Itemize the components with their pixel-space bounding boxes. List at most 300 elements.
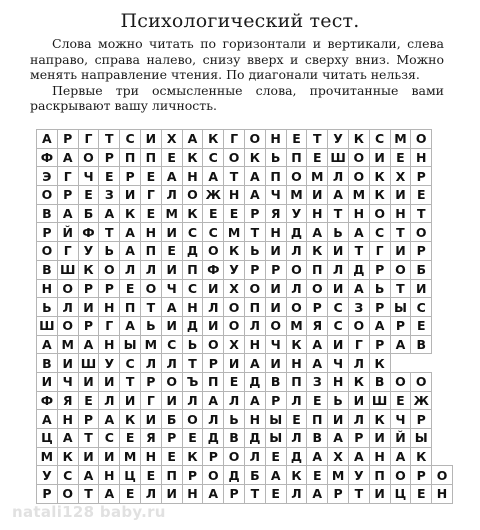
grid-cell: Т (78, 485, 99, 504)
grid-cell: Е (265, 447, 286, 466)
grid-cell: А (390, 447, 411, 466)
grid-cell: А (307, 485, 328, 504)
grid-row (37, 391, 453, 410)
grid-cell: Н (286, 354, 307, 373)
grid-cell: О (286, 298, 307, 317)
grid-cell: Э (37, 167, 58, 186)
grid-cell: А (99, 410, 120, 429)
grid-cell: А (369, 316, 390, 335)
grid-cell: Л (203, 298, 224, 317)
grid-cell: Е (390, 391, 411, 410)
grid-cell: Н (182, 167, 203, 186)
grid-cell: И (265, 298, 286, 317)
grid-cell: И (328, 242, 349, 261)
grid-row (37, 298, 453, 317)
grid-cell: О (432, 466, 453, 485)
grid-cell: Ь (99, 242, 120, 261)
grid-cell: М (286, 186, 307, 205)
grid-cell: Ь (265, 148, 286, 167)
grid-cell: К (57, 447, 78, 466)
grid-cell: Н (307, 204, 328, 223)
grid-cell: Г (348, 335, 369, 354)
grid-cell: Х (224, 279, 245, 298)
grid-cell: Ь (224, 410, 245, 429)
grid-cell: Ш (57, 260, 78, 279)
grid-row (37, 335, 453, 354)
grid-cell: М (328, 466, 349, 485)
grid-cell: С (203, 148, 224, 167)
grid-cell: Л (182, 391, 203, 410)
grid-cell: Л (161, 186, 182, 205)
grid-cell: Т (244, 485, 265, 504)
grid-cell: Н (99, 298, 120, 317)
grid-cell: Л (286, 429, 307, 448)
grid-cell: Г (224, 130, 245, 149)
grid-cell: Е (411, 316, 432, 335)
grid-cell: Н (57, 410, 78, 429)
grid-cell: К (244, 148, 265, 167)
grid-cell: Д (244, 429, 265, 448)
grid-cell: П (203, 372, 224, 391)
grid-cell: Е (307, 148, 328, 167)
grid-cell: О (390, 260, 411, 279)
grid-cell: Г (140, 391, 161, 410)
grid-cell: К (120, 410, 141, 429)
grid-cell: О (286, 167, 307, 186)
grid-cell: К (224, 242, 245, 261)
grid-cell: Е (286, 130, 307, 149)
grid-cell: Б (161, 410, 182, 429)
grid-cell: И (265, 242, 286, 261)
grid-cell: Г (57, 167, 78, 186)
grid-cell: Ч (78, 167, 99, 186)
grid-cell: Т (224, 167, 245, 186)
grid-cell: Л (286, 391, 307, 410)
grid-cell: Е (140, 466, 161, 485)
grid-cell: Р (390, 316, 411, 335)
grid-cell: Л (328, 260, 349, 279)
grid-cell: А (120, 316, 141, 335)
grid-cell: Ь (369, 279, 390, 298)
grid-cell: П (286, 372, 307, 391)
grid-cell: Ч (265, 335, 286, 354)
grid-cell: Л (244, 447, 265, 466)
grid-cell: Д (244, 372, 265, 391)
grid-cell: Е (120, 429, 141, 448)
grid-cell: А (203, 391, 224, 410)
grid-cell: И (390, 242, 411, 261)
grid-cell: Р (307, 298, 328, 317)
grid-cell: О (411, 372, 432, 391)
grid-cell: Р (328, 485, 349, 504)
grid-cell: Н (99, 335, 120, 354)
grid-cell: И (307, 186, 328, 205)
grid-cell: Р (78, 316, 99, 335)
grid-cell: Ш (369, 391, 390, 410)
grid-cell: М (348, 186, 369, 205)
grid-cell: Р (411, 167, 432, 186)
grid-cell: Е (161, 447, 182, 466)
grid-cell: О (265, 316, 286, 335)
grid-cell: А (348, 279, 369, 298)
grid-cell: П (120, 148, 141, 167)
grid-cell: В (369, 372, 390, 391)
grid-cell: Е (120, 279, 141, 298)
grid-cell: О (99, 260, 120, 279)
grid-cell: Р (78, 279, 99, 298)
grid-cell: А (328, 429, 349, 448)
grid-row (37, 485, 453, 504)
grid-cell: С (203, 223, 224, 242)
grid-cell: К (182, 204, 203, 223)
grid-cell: К (286, 335, 307, 354)
grid-cell: Ь (140, 316, 161, 335)
grid-cell: Г (369, 242, 390, 261)
grid-cell: Е (390, 148, 411, 167)
grid-cell: П (265, 167, 286, 186)
watermark: natali128 baby.ru (12, 503, 166, 521)
grid-cell: З (99, 186, 120, 205)
grid-row (37, 447, 453, 466)
grid-cell: Л (57, 298, 78, 317)
grid-cell: Е (307, 466, 328, 485)
grid-cell: Н (265, 130, 286, 149)
grid-cell: Е (182, 429, 203, 448)
grid-cell: П (307, 410, 328, 429)
grid-row (37, 223, 453, 242)
grid-cell: С (120, 354, 141, 373)
grid-cell: Е (78, 186, 99, 205)
grid-cell: Ч (390, 410, 411, 429)
grid-cell: И (57, 354, 78, 373)
grid-cell: О (203, 466, 224, 485)
grid-cell: Я (140, 429, 161, 448)
grid-cell: О (203, 335, 224, 354)
grid-cell: Г (99, 316, 120, 335)
grid-cell: Р (161, 429, 182, 448)
grid-cell: О (224, 316, 245, 335)
grid-cell: Т (307, 130, 328, 149)
grid-cell: А (78, 335, 99, 354)
grid-cell: Г (140, 186, 161, 205)
grid-cell: С (99, 429, 120, 448)
grid-cell: Р (140, 372, 161, 391)
grid-cell: К (369, 354, 390, 373)
grid-cell: И (161, 316, 182, 335)
grid-cell: Н (244, 410, 265, 429)
grid-cell: Ф (37, 148, 58, 167)
grid-cell: И (120, 186, 141, 205)
grid-cell: О (244, 130, 265, 149)
grid-cell: Д (286, 223, 307, 242)
grid-cell: Ц (390, 485, 411, 504)
grid-cell: Л (244, 316, 265, 335)
grid-cell: Т (99, 223, 120, 242)
grid-cell: О (57, 485, 78, 504)
grid-cell: Т (390, 223, 411, 242)
grid-row (37, 466, 453, 485)
grid-cell: Ж (203, 186, 224, 205)
grid-cell: С (182, 279, 203, 298)
grid-cell: И (161, 260, 182, 279)
grid-cell: Н (328, 372, 349, 391)
grid-cell: Р (244, 260, 265, 279)
grid-cell: Р (120, 167, 141, 186)
grid-row (37, 372, 453, 391)
grid-cell: Ч (328, 354, 349, 373)
grid-cell: Г (78, 130, 99, 149)
grid-cell: Ь (244, 242, 265, 261)
grid-cell: О (37, 186, 58, 205)
grid-cell: Н (140, 447, 161, 466)
grid-cell: О (140, 279, 161, 298)
grid-cell: П (286, 148, 307, 167)
grid-cell: З (348, 298, 369, 317)
grid-cell: И (161, 223, 182, 242)
grid-cell: Й (57, 223, 78, 242)
grid-cell: Р (411, 466, 432, 485)
grid-cell: И (140, 130, 161, 149)
grid-cell: Л (203, 410, 224, 429)
grid-cell: Т (348, 242, 369, 261)
grid-cell: Л (140, 354, 161, 373)
grid-cell: А (307, 354, 328, 373)
grid-cell: А (161, 167, 182, 186)
grid-cell: А (120, 242, 141, 261)
grid-cell: У (348, 466, 369, 485)
grid-cell: А (328, 186, 349, 205)
grid-cell: Х (390, 167, 411, 186)
instruction-paragraph-2: Первые три осмысленные слова, прочитанные вами раскрывают вашу личность. (30, 82, 444, 114)
grid-cell: Ы (265, 410, 286, 429)
grid-cell: А (307, 335, 328, 354)
grid-cell: И (224, 354, 245, 373)
grid-row (37, 242, 453, 261)
grid-cell: А (78, 466, 99, 485)
grid-cell: Н (265, 223, 286, 242)
grid-cell: Р (182, 466, 203, 485)
grid-cell: Ф (78, 223, 99, 242)
grid-row (37, 204, 453, 223)
grid-cell: Н (432, 485, 453, 504)
grid-cell: О (57, 316, 78, 335)
grid-cell: О (348, 167, 369, 186)
grid-cell: О (182, 186, 203, 205)
grid-cell: М (224, 223, 245, 242)
grid-cell: А (182, 130, 203, 149)
grid-cell: Ы (120, 335, 141, 354)
grid-cell: Д (348, 260, 369, 279)
grid-cell: С (161, 335, 182, 354)
grid-cell: Н (99, 466, 120, 485)
grid-cell: Н (224, 186, 245, 205)
grid-cell: Я (265, 204, 286, 223)
grid-cell: П (140, 242, 161, 261)
grid-cell: К (348, 372, 369, 391)
grid-cell: М (37, 447, 58, 466)
grid-cell: Л (348, 354, 369, 373)
grid-cell: П (140, 148, 161, 167)
grid-cell: И (411, 279, 432, 298)
grid-cell: Е (99, 167, 120, 186)
grid-cell: Ч (57, 372, 78, 391)
grid-cell: Л (161, 354, 182, 373)
grid-cell: Е (224, 372, 245, 391)
grid-row (37, 279, 453, 298)
grid-cell: Я (57, 391, 78, 410)
grid-cell: Н (244, 335, 265, 354)
grid-cell: Ф (37, 391, 58, 410)
grid-cell: О (390, 372, 411, 391)
grid-cell: А (348, 447, 369, 466)
grid-cell: И (78, 372, 99, 391)
grid-cell: А (161, 298, 182, 317)
grid-cell: К (286, 466, 307, 485)
grid-cell: Е (203, 204, 224, 223)
grid-cell: С (369, 130, 390, 149)
grid-cell: Р (203, 447, 224, 466)
grid-cell: С (120, 130, 141, 149)
grid-cell: Ш (78, 354, 99, 373)
grid-cell: О (369, 204, 390, 223)
grid-cell: М (161, 204, 182, 223)
grid-cell: Р (369, 335, 390, 354)
grid-cell: У (78, 242, 99, 261)
grid-cell: И (369, 429, 390, 448)
grid-cell: С (57, 466, 78, 485)
grid-cell: И (369, 485, 390, 504)
grid-row (37, 130, 453, 149)
grid-cell: Б (78, 204, 99, 223)
grid-cell: Н (182, 298, 203, 317)
grid-cell: Е (78, 391, 99, 410)
grid-cell: К (369, 186, 390, 205)
grid-cell: Е (411, 186, 432, 205)
grid-cell: Ш (37, 316, 58, 335)
grid-cell: О (203, 242, 224, 261)
grid-cell: К (411, 447, 432, 466)
grid-cell: С (182, 223, 203, 242)
grid-cell: Р (265, 260, 286, 279)
grid-cell: Р (411, 410, 432, 429)
grid-cell: В (411, 335, 432, 354)
grid-cell: У (286, 204, 307, 223)
grid-cell: В (265, 372, 286, 391)
grid-cell: Ж (411, 391, 432, 410)
grid-cell: К (369, 410, 390, 429)
grid-row (37, 186, 453, 205)
grid-cell: Р (348, 429, 369, 448)
grid-cell: З (307, 372, 328, 391)
grid-cell: Л (328, 167, 349, 186)
grid-cell: Н (348, 204, 369, 223)
grid-cell: О (224, 447, 245, 466)
instruction-paragraph-1: Слова можно читать по горизонтали и вертикали, слева направо, справа налево, снизу вверх и сверху вниз. Можно менять направление чтения. По диагонали читать нельзя. (30, 36, 444, 83)
page-title: Психологический тест. (120, 10, 360, 32)
grid-cell: Н (182, 485, 203, 504)
grid-cell: И (203, 316, 224, 335)
grid-cell: Л (140, 260, 161, 279)
grid-cell: Е (411, 485, 432, 504)
grid-cell: Р (203, 354, 224, 373)
grid-cell: Н (390, 204, 411, 223)
grid-cell: О (411, 130, 432, 149)
grid-cell: П (307, 260, 328, 279)
grid-row (37, 410, 453, 429)
grid-row (37, 316, 453, 335)
grid-cell: Р (37, 485, 58, 504)
grid-cell: Ч (161, 279, 182, 298)
grid-cell: И (265, 354, 286, 373)
grid-cell: А (244, 167, 265, 186)
grid-cell: О (37, 242, 58, 261)
grid-cell: Т (411, 204, 432, 223)
grid-cell: Д (203, 429, 224, 448)
grid-cell: И (120, 391, 141, 410)
grid-cell: П (120, 298, 141, 317)
grid-cell: А (57, 204, 78, 223)
grid-cell: К (182, 447, 203, 466)
grid-cell: А (203, 167, 224, 186)
grid-cell: Ф (203, 260, 224, 279)
grid-cell: Р (265, 391, 286, 410)
grid-cell: И (99, 372, 120, 391)
grid-cell: А (37, 130, 58, 149)
grid-cell: Е (161, 242, 182, 261)
grid-cell: О (390, 466, 411, 485)
grid-cell: О (224, 298, 245, 317)
grid-cell: У (99, 354, 120, 373)
grid-cell: Д (224, 466, 245, 485)
grid-cell: И (161, 391, 182, 410)
grid-cell: Ц (37, 429, 58, 448)
grid-cell: Ь (37, 298, 58, 317)
grid-cell: Р (57, 130, 78, 149)
grid-cell: Н (140, 223, 161, 242)
grid-cell: М (120, 447, 141, 466)
grid-cell: А (244, 186, 265, 205)
grid-cell: Р (37, 223, 58, 242)
grid-cell: А (37, 335, 58, 354)
grid-cell: Г (57, 242, 78, 261)
grid-cell: К (307, 242, 328, 261)
grid-cell: С (369, 223, 390, 242)
grid-cell: Л (120, 260, 141, 279)
grid-cell: Л (224, 391, 245, 410)
grid-cell: Н (411, 148, 432, 167)
grid-cell: Ь (182, 335, 203, 354)
grid-cell: Т (99, 130, 120, 149)
grid-cell: А (244, 354, 265, 373)
grid-row (37, 260, 453, 279)
grid-cell: Д (286, 447, 307, 466)
letter-grid (36, 129, 453, 504)
grid-cell: И (328, 279, 349, 298)
grid-cell: Ъ (182, 372, 203, 391)
grid-cell: О (307, 279, 328, 298)
grid-cell: К (348, 130, 369, 149)
grid-cell: О (286, 260, 307, 279)
grid-cell: К (369, 167, 390, 186)
grid-cell: У (37, 466, 58, 485)
grid-cell: Д (182, 316, 203, 335)
grid-cell: Е (265, 485, 286, 504)
grid-cell: Т (390, 279, 411, 298)
grid-cell: Т (182, 354, 203, 373)
grid-cell: В (37, 260, 58, 279)
grid-cell: А (37, 410, 58, 429)
grid-cell: Л (286, 242, 307, 261)
